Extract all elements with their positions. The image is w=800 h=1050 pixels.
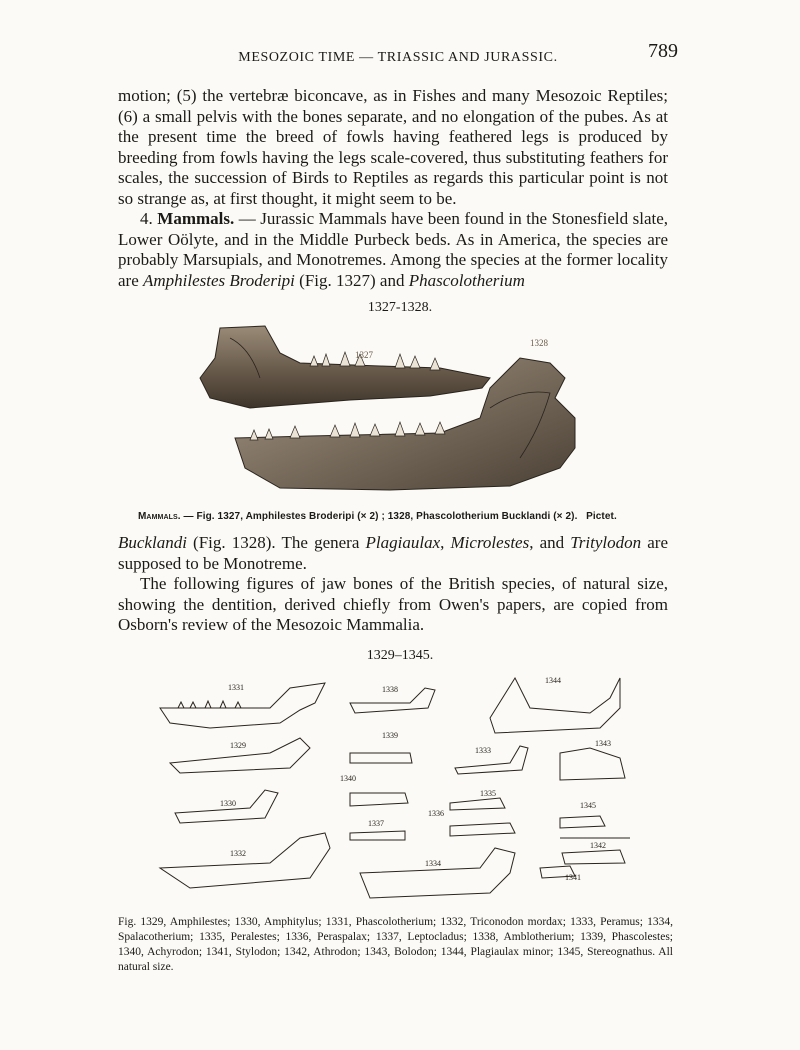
svg-text:1334: 1334 xyxy=(425,859,441,868)
svg-text:1341: 1341 xyxy=(565,873,581,882)
svg-text:1345: 1345 xyxy=(580,801,596,810)
paragraph-1: motion; (5) the vertebræ biconcave, as in Fishes and many Mesozoic Reptiles; (6) a small pelvis with the bones separate, and no elongation of the pubes. As at the present time the breed of fowls having feathered legs is produced by breeding from fowls having the legs scale-covered, thus substituting feathers for scales, the succession of Birds to Reptiles as regards this particular point is not so strange as, at first thought, it might seem to be. xyxy=(118,86,668,208)
genus-name: Microlestes xyxy=(450,533,530,552)
paragraph-4: The following figures of jaw bones of the British species, of natural size, showing the dentition, derived chiefly from Owen's papers, are copied from Osborn's review of the Mesozoic Mammalia. xyxy=(118,574,668,634)
page-number: 789 xyxy=(648,40,678,62)
svg-text:1338: 1338 xyxy=(382,685,398,694)
genus-name: Plagiaulax xyxy=(365,533,441,552)
svg-text:1343: 1343 xyxy=(595,739,611,748)
svg-text:1344: 1344 xyxy=(545,676,561,685)
figure-label: 1327 xyxy=(355,350,373,360)
svg-text:1339: 1339 xyxy=(382,731,398,740)
figure-number: 1327-1328. xyxy=(367,300,433,315)
svg-text:1337: 1337 xyxy=(368,819,384,828)
species-name: Amphilestes Broderipi xyxy=(143,270,295,290)
section-heading: Mammals. xyxy=(157,209,235,228)
paragraph-2: 4. Mammals. — Jurassic Mammals have been found in the Stonesfield slate, Lower Oölyte, and in the Middle Purbeck beds. As in America, the species are probably Marsupials, and Monotremes. Among the species at the former locality are Amphilestes Broderipi (Fig. 1327) and Phascolotherium xyxy=(118,209,669,290)
running-head: MESOZOIC TIME — TRIASSIC AND JURASSIC. xyxy=(238,50,558,65)
genus-name: Tritylodon xyxy=(570,533,642,552)
plate-caption: Fig. 1329, Amphilestes; 1330, Amphitylus; 1331, Phascolotherium; 1332, Triconodon mordax; 1333, Peramus; 1334, Spalacotherium; 1335, Peralestes; 1336, Peraspalax; 1337, Leptocladus; 1338, Amblotherium; 1339, Phascolestes; 1340, Achyrodon; 1341, Stylodon; 1342, Athrodon; 1343, Bolodon; 1344, Plagiaulax minor; 1345, Stereognathus. All natural size. xyxy=(118,916,673,973)
jaw-fossil-illustration xyxy=(190,318,590,498)
svg-text:1340: 1340 xyxy=(340,774,356,783)
figure-caption: Mammals. — Fig. 1327, Amphilestes Broderipi (× 2) ; 1328, Phascolotherium Bucklandi (× 2). Pictet. xyxy=(138,511,617,522)
svg-text:1330: 1330 xyxy=(220,799,236,808)
svg-text:1332: 1332 xyxy=(230,849,246,858)
svg-text:1336: 1336 xyxy=(428,809,444,818)
figure-number: 1329–1345. xyxy=(366,648,434,663)
species-name: Bucklandi xyxy=(118,533,187,552)
svg-text:1342: 1342 xyxy=(590,841,606,850)
species-name: Phascolotherium xyxy=(408,270,525,290)
figure-label: 1328 xyxy=(530,338,548,348)
svg-text:1335: 1335 xyxy=(480,789,496,798)
paragraph-3: Bucklandi (Fig. 1328). The genera Plagiaulax, Microlestes, and Tritylodon are supposed to be Monotreme. xyxy=(118,533,669,573)
svg-text:1329: 1329 xyxy=(230,741,246,750)
page-header xyxy=(118,40,678,70)
jaw-bones-plate xyxy=(150,668,650,908)
svg-text:1333: 1333 xyxy=(475,746,491,755)
svg-text:1331: 1331 xyxy=(228,683,244,692)
section-number: 4. xyxy=(140,209,153,228)
